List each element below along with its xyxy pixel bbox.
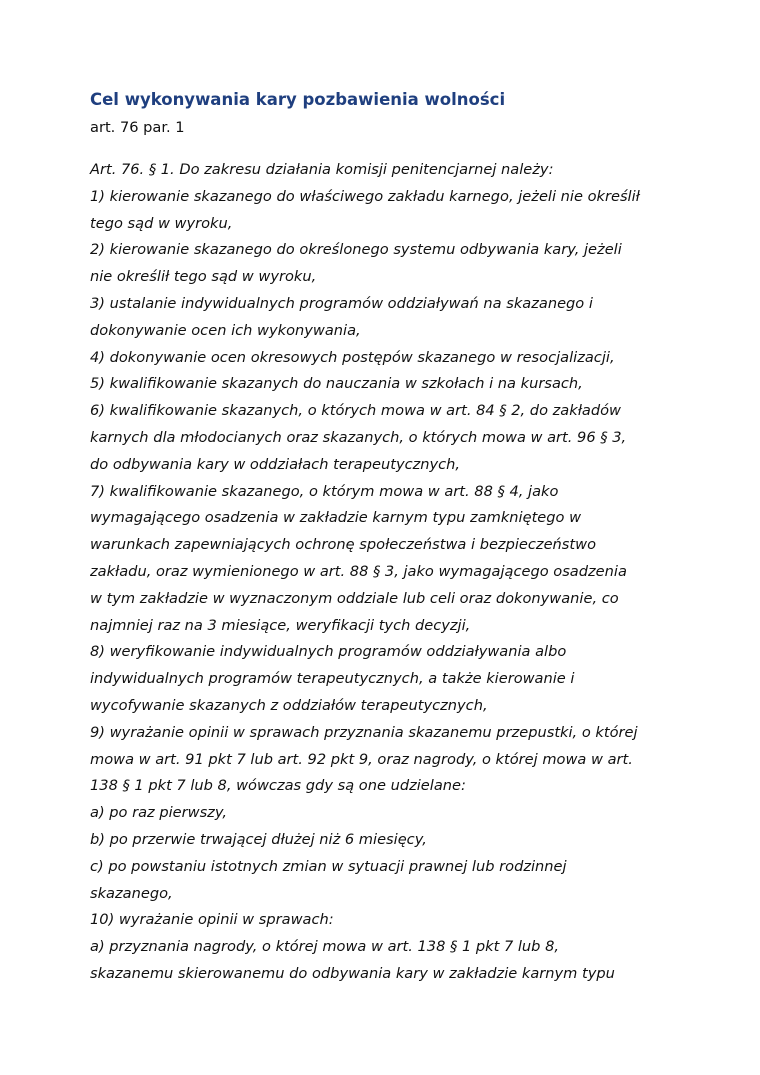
text-line: 5) kwalifikowanie skazanych do nauczania w szkołach i na kursach, bbox=[90, 375, 583, 393]
article-text bbox=[90, 157, 690, 988]
text-line: tego sąd w wyroku, bbox=[90, 214, 233, 232]
text-line: nie określił tego sąd w wyroku, bbox=[90, 268, 317, 286]
text-line: wycofywanie skazanych z oddziałów terapeutycznych, bbox=[90, 696, 488, 714]
document-title: Cel wykonywania kary pozbawienia wolności bbox=[90, 90, 506, 109]
text-line: a) po raz pierwszy, bbox=[90, 804, 227, 822]
text-line: warunkach zapewniających ochronę społeczeństwa i bezpieczeństwo bbox=[90, 536, 596, 554]
text-line: 10) wyrażanie opinii w sprawach: bbox=[90, 911, 334, 929]
text-line: b) po przerwie trwającej dłużej niż 6 miesięcy, bbox=[90, 830, 427, 848]
text-line: indywidualnych programów terapeutycznych, a także kierowanie i bbox=[90, 670, 575, 688]
text-line: w tym zakładzie w wyznaczonym oddziale lub celi oraz dokonywanie, co bbox=[90, 589, 619, 607]
text-line: dokonywanie ocen ich wykonywania, bbox=[90, 321, 361, 339]
text-line: c) po powstaniu istotnych zmian w sytuacji prawnej lub rodzinnej bbox=[90, 857, 567, 875]
text-line: skazanego, bbox=[90, 884, 173, 902]
text-line: 9) wyrażanie opinii w sprawach przyznania skazanemu przepustki, o której bbox=[90, 723, 638, 741]
text-line: 138 § 1 pkt 7 lub 8, wówczas gdy są one udzielane: bbox=[90, 777, 466, 795]
text-line: 8) weryfikowanie indywidualnych programów oddziaływania albo bbox=[90, 643, 567, 661]
text-line: Art. 76. § 1. Do zakresu działania komisji penitencjarnej należy: bbox=[90, 161, 554, 178]
text-line: skazanemu skierowanemu do odbywania kary w zakładzie karnym typu bbox=[90, 964, 615, 982]
text-line: 1) kierowanie skazanego do właściwego zakładu karnego, jeżeli nie określił bbox=[90, 187, 640, 205]
text-line: 7) kwalifikowanie skazanego, o którym mowa w art. 88 § 4, jako bbox=[90, 482, 559, 500]
text-line: wymagającego osadzenia w zakładzie karnym typu zamkniętego w bbox=[90, 509, 582, 527]
text-line: a) przyznania nagrody, o której mowa w art. 138 § 1 pkt 7 lub 8, bbox=[90, 938, 560, 956]
text-line: karnych dla młodocianych oraz skazanych, o których mowa w art. 96 § 3, bbox=[90, 428, 627, 446]
text-line: zakładu, oraz wymienionego w art. 88 § 3, jako wymagającego osadzenia bbox=[90, 562, 627, 580]
text-line: mowa w art. 91 pkt 7 lub art. 92 pkt 9, oraz nagrody, o której mowa w art. bbox=[90, 750, 633, 768]
text-line: 4) dokonywanie ocen okresowych postępów skazanego w resocjalizacji, bbox=[90, 348, 615, 366]
document-page bbox=[90, 86, 690, 988]
text-line: 2) kierowanie skazanego do określonego systemu odbywania kary, jeżeli bbox=[90, 241, 622, 259]
text-line: najmniej raz na 3 miesiące, weryfikacji tych decyzji, bbox=[90, 616, 471, 634]
text-line: 6) kwalifikowanie skazanych, o których mowa w art. 84 § 2, do zakładów bbox=[90, 402, 621, 420]
text-line: do odbywania kary w oddziałach terapeutycznych, bbox=[90, 455, 461, 473]
article-reference: art. 76 par. 1 bbox=[90, 119, 185, 136]
text-line: 3) ustalanie indywidualnych programów oddziaływań na skazanego i bbox=[90, 294, 593, 312]
